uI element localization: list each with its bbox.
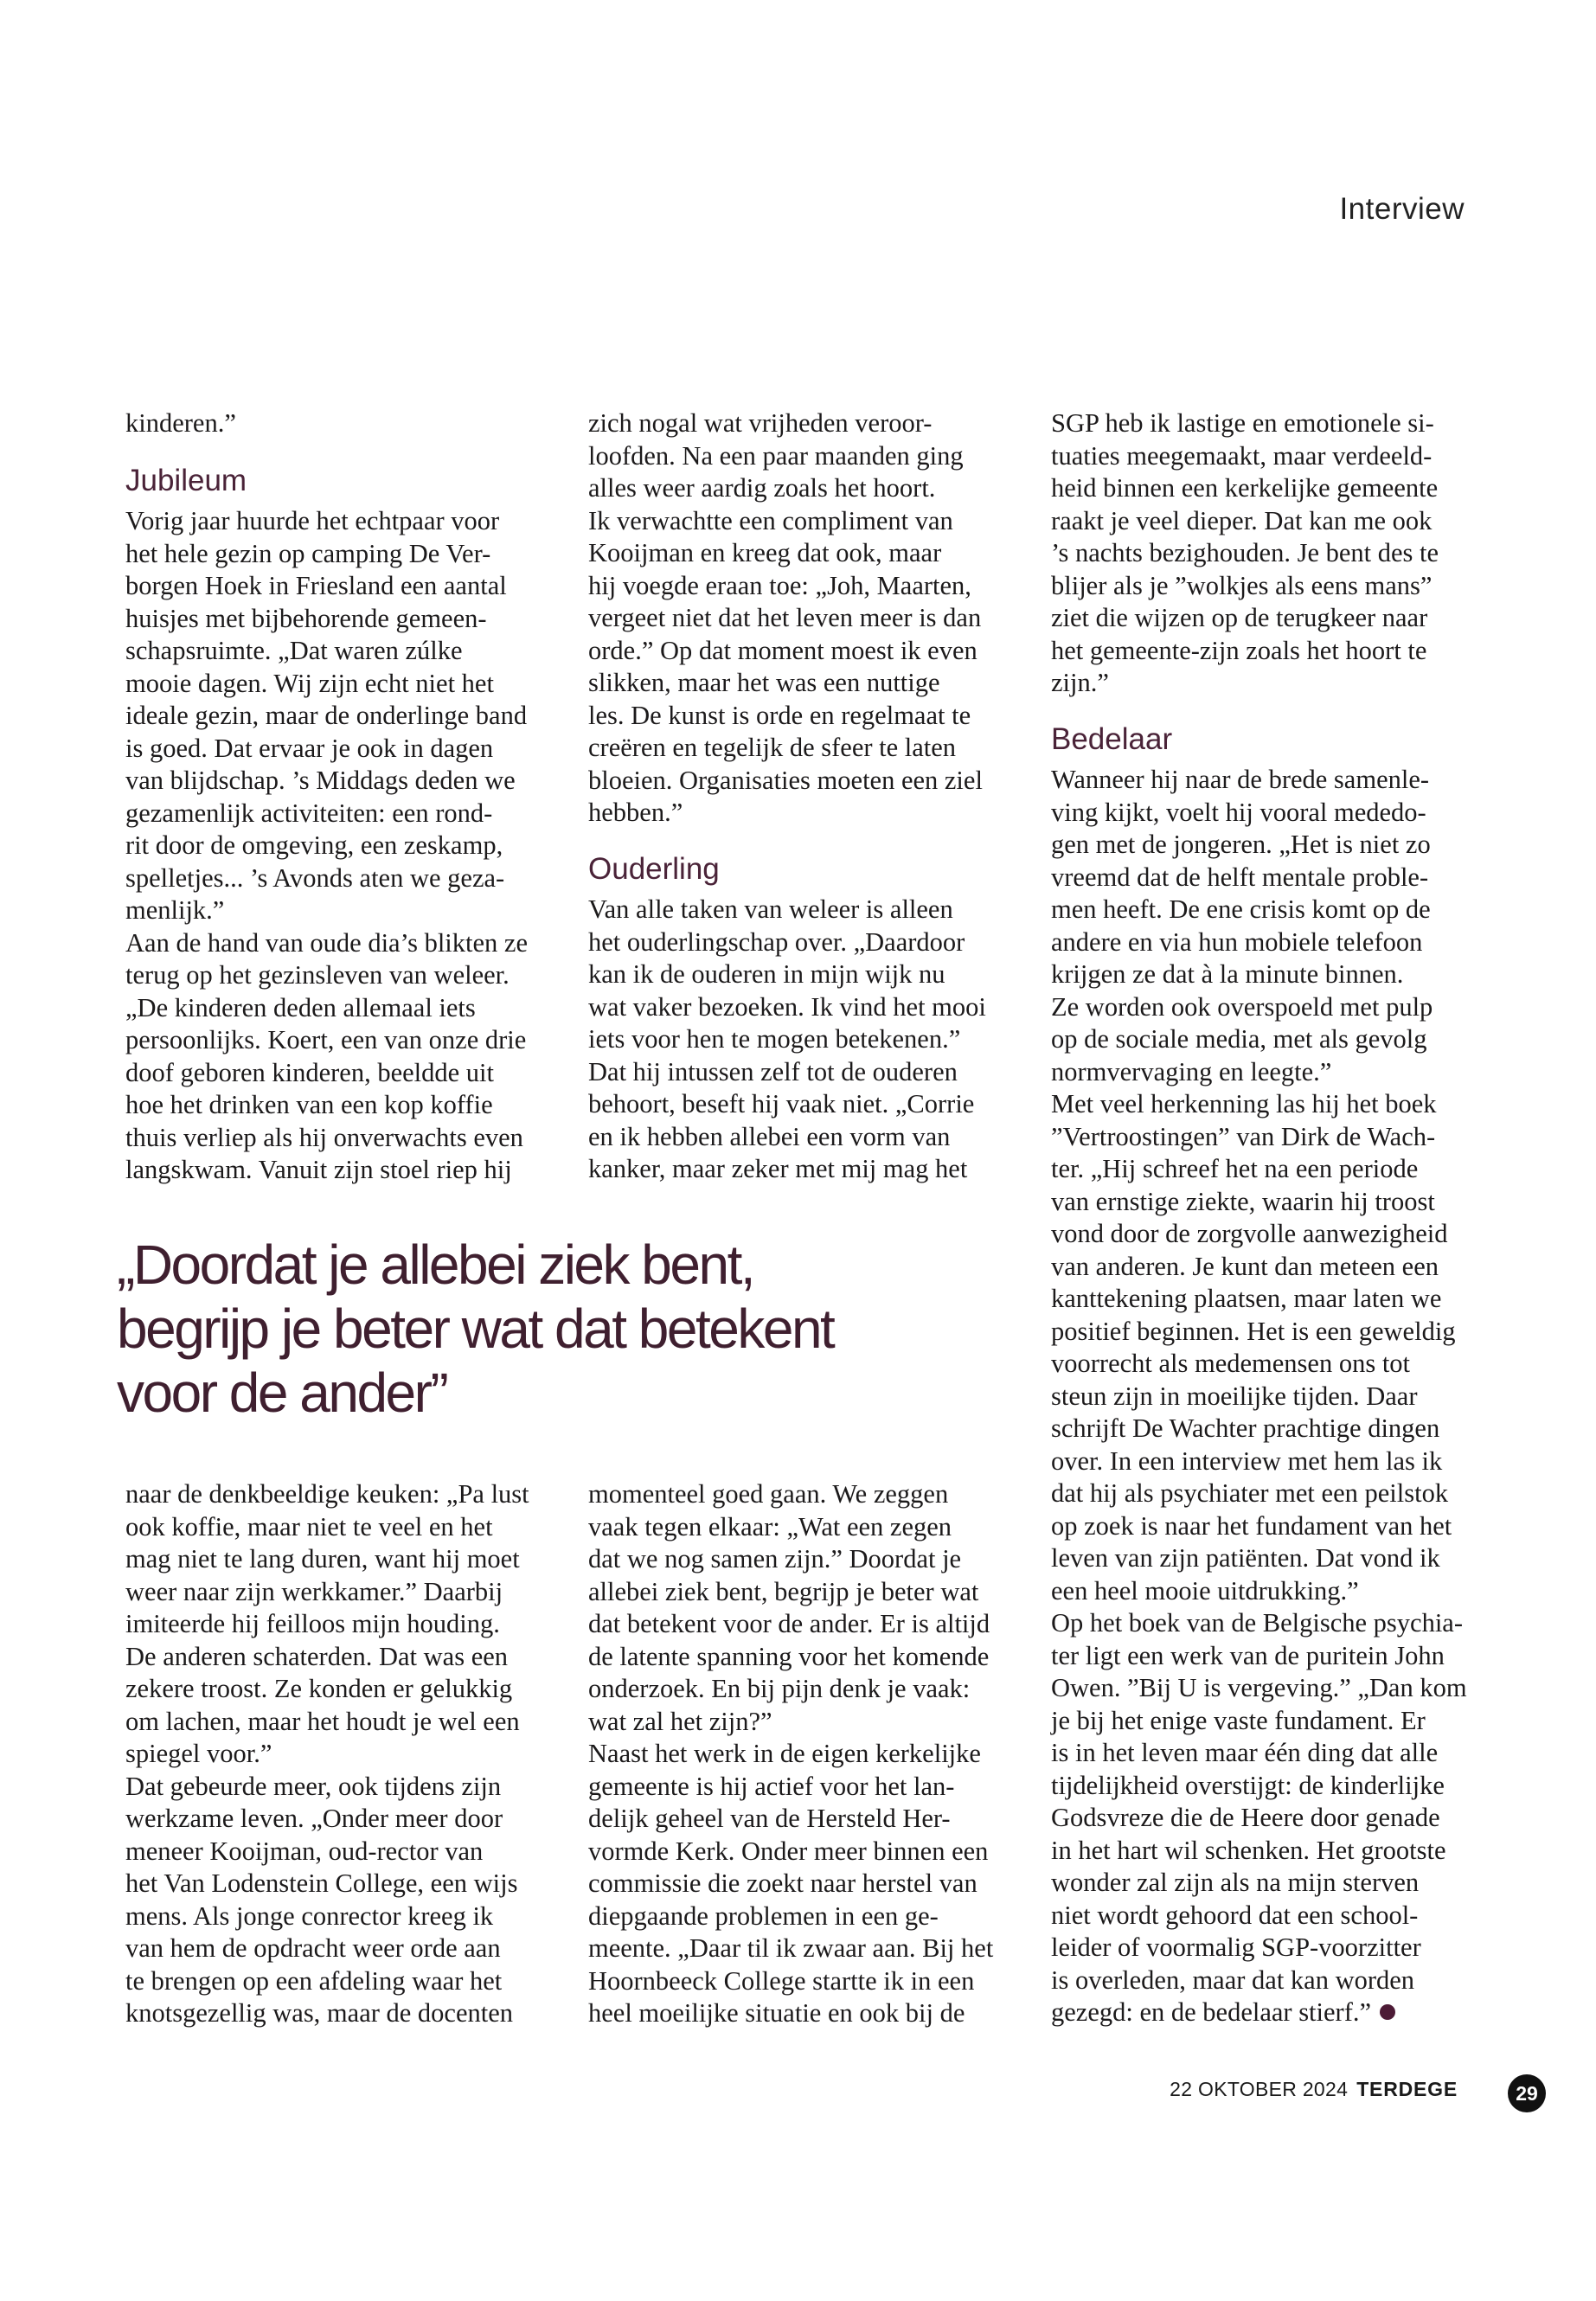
text-line xyxy=(588,537,1038,570)
text-line xyxy=(1051,667,1501,700)
text-line xyxy=(117,1233,833,1297)
text-line xyxy=(117,1361,833,1425)
text-line-content: Ik verwachtte een compliment van xyxy=(588,505,953,535)
text-line xyxy=(588,926,1038,959)
text-line xyxy=(588,635,1038,668)
text-line xyxy=(1051,1251,1501,1284)
column2-body xyxy=(588,894,1038,1186)
text-line xyxy=(1051,1477,1501,1510)
text-line-content: orde.” Op dat moment moest ik even xyxy=(588,635,977,665)
text-line-content: Dat gebeurde meer, ook tijdens zijn xyxy=(125,1771,502,1801)
text-line-content: kanker, maar zeker met mij mag het xyxy=(588,1154,968,1183)
text-line xyxy=(1051,958,1501,991)
text-line-content: langskwam. Vanuit zijn stoel riep hij xyxy=(125,1155,512,1184)
text-line-content: persoonlijks. Koert, een van onze drie xyxy=(125,1025,527,1054)
text-line xyxy=(588,1997,1038,2030)
text-line-content: alles weer aardig zoals het hoort. xyxy=(588,473,936,503)
text-line-content: van ernstige ziekte, waarin hij troost xyxy=(1051,1186,1435,1216)
text-line xyxy=(588,472,1038,505)
text-line-content: Naast het werk in de eigen kerkelijke xyxy=(588,1739,981,1768)
text-line-content: schapsruimte. „Dat waren zúlke xyxy=(125,636,463,665)
text-line-content: slikken, maar het was een nuttige xyxy=(588,668,940,697)
text-line xyxy=(588,1478,1038,1511)
text-line xyxy=(1051,1316,1501,1349)
text-line xyxy=(1051,1088,1501,1121)
text-line-content: werkzame leven. „Onder meer door xyxy=(125,1804,503,1833)
text-line xyxy=(125,1154,575,1187)
text-line xyxy=(1051,1121,1501,1154)
text-line-content: „Doordat je allebei ziek bent, xyxy=(117,1234,754,1296)
text-line-content: imiteerde hij feilloos mijn houding. xyxy=(125,1609,500,1638)
text-line xyxy=(125,505,575,538)
text-line-content: rit door de omgeving, een zeskamp, xyxy=(125,830,503,860)
magazine-name: TERDEGE xyxy=(1356,2078,1458,2100)
text-line xyxy=(588,700,1038,733)
text-line xyxy=(1051,570,1501,603)
text-line xyxy=(588,1608,1038,1641)
text-line xyxy=(125,668,575,701)
text-line-content: Owen. ”Bij U is vergeving.” „Dan kom xyxy=(1051,1673,1467,1702)
text-line xyxy=(1051,602,1501,635)
text-line-content: zijn.” xyxy=(1051,668,1109,697)
text-line-content: van anderen. Je kunt dan meteen een xyxy=(1051,1251,1439,1281)
text-line-content: vergeet niet dat het leven meer is dan xyxy=(588,603,982,632)
text-line-content: krijgen ze dat à la minute binnen. xyxy=(1051,959,1404,989)
text-line xyxy=(1051,1218,1501,1251)
text-line xyxy=(588,1153,1038,1186)
text-line-content: op zoek is naar het fundament van het xyxy=(1051,1510,1452,1541)
text-line xyxy=(588,1673,1038,1706)
text-line xyxy=(125,1706,575,1739)
text-line-content: begrijp je beter wat dat betekent xyxy=(117,1298,834,1360)
text-line xyxy=(125,1803,575,1836)
text-line xyxy=(1051,1835,1501,1868)
pull-quote xyxy=(117,1233,833,1425)
text-line xyxy=(125,1836,575,1868)
end-bullet-icon xyxy=(1380,2004,1395,2020)
text-line-content: loofden. Na een paar maanden ging xyxy=(588,440,964,471)
text-line-content: heel moeilijke situatie en ook bij de xyxy=(588,1998,965,2028)
text-line-content: van hem de opdracht weer orde aan xyxy=(125,1933,501,1963)
text-line-content: momenteel goed gaan. We zeggen xyxy=(588,1479,949,1509)
text-line-content: meente. „Daar til ik zwaar aan. Bij het xyxy=(588,1933,994,1963)
text-line-content: Kooijman en kreeg dat ook, maar xyxy=(588,538,942,567)
text-line-content: wonder zal zijn als na mijn sterven xyxy=(1051,1868,1420,1897)
text-line-content: Op het boek van de Belgische psychia- xyxy=(1051,1608,1463,1638)
text-line xyxy=(1051,472,1501,505)
text-line xyxy=(125,1868,575,1900)
text-line xyxy=(125,538,575,571)
text-line xyxy=(125,1900,575,1933)
text-line xyxy=(125,862,575,895)
text-line-content: voor de ander” xyxy=(117,1362,447,1424)
text-line xyxy=(1051,1770,1501,1803)
text-line-content: dat we nog samen zijn.” Doordat je xyxy=(588,1544,962,1574)
text-line xyxy=(1051,1381,1501,1413)
text-line-content: SGP heb ik lastige en emotionele si- xyxy=(1051,408,1434,438)
text-line-content: Dat hij intussen zelf tot de ouderen xyxy=(588,1056,958,1086)
text-line xyxy=(588,765,1038,798)
text-line xyxy=(125,1511,575,1544)
text-line-content: naar de denkbeeldige keuken: „Pa lust xyxy=(125,1479,529,1509)
column1-intro xyxy=(125,407,575,440)
text-line-content: hebben.” xyxy=(588,798,683,827)
text-line xyxy=(1051,829,1501,862)
text-line xyxy=(588,570,1038,603)
text-line-content: ving kijkt, voelt hij vooral mededo- xyxy=(1051,797,1426,827)
text-line xyxy=(588,407,1038,440)
text-line xyxy=(588,1706,1038,1739)
text-line xyxy=(125,733,575,766)
text-line-content: wat zal het zijn?” xyxy=(588,1706,772,1736)
text-line-content: dat betekent voor de ander. Er is altijd xyxy=(588,1609,990,1638)
text-line-content: te brengen op een afdeling waar het xyxy=(125,1965,503,1996)
text-line-content: het gemeente-zijn zoals het hoort te xyxy=(1051,635,1427,665)
text-line-content: leven van zijn patiënten. Dat vond ik xyxy=(1051,1543,1440,1573)
text-line xyxy=(125,927,575,960)
text-line xyxy=(588,732,1038,765)
text-line-content: andere en via hun mobiele telefoon xyxy=(1051,926,1423,957)
text-line-content: gezegd: en de bedelaar stierf.” xyxy=(1051,1997,1372,2027)
text-line xyxy=(1051,926,1501,959)
text-line xyxy=(1051,1607,1501,1640)
text-line-content: je bij het enige vaste fundament. Er xyxy=(1051,1705,1426,1735)
text-line-content: ideale gezin, maar de onderlinge band xyxy=(125,701,528,730)
text-line xyxy=(125,1608,575,1641)
text-line-content: hij voegde eraan toe: „Joh, Maarten, xyxy=(588,570,971,600)
text-line-content: dat hij als psychiater met een peilstok xyxy=(1051,1478,1449,1508)
text-line-content: vreemd dat de helft mentale proble- xyxy=(1051,862,1429,892)
text-line xyxy=(588,1576,1038,1609)
text-line xyxy=(1051,1997,1501,2029)
text-line-content: is goed. Dat ervaar je ook in dagen xyxy=(125,733,494,763)
text-line xyxy=(1051,1348,1501,1381)
text-line xyxy=(588,1836,1038,1868)
section-label: Interview xyxy=(1339,192,1465,226)
text-line-content: gezamenlijk activiteiten: een rond- xyxy=(125,798,493,828)
text-line xyxy=(1051,894,1501,926)
text-line xyxy=(125,1932,575,1965)
text-line-content: „De kinderen deden allemaal iets xyxy=(125,992,476,1022)
text-line-content: menlijk.” xyxy=(125,895,225,925)
text-line-content: delijk geheel van de Hersteld Her- xyxy=(588,1804,951,1833)
text-line-content: tuaties meegemaakt, maar verdeeld- xyxy=(1051,440,1433,471)
text-line-content: ter. „Hij schreef het na een periode xyxy=(1051,1154,1419,1183)
text-line xyxy=(1051,1153,1501,1186)
text-line xyxy=(125,992,575,1025)
text-line-content: mag niet te lang duren, want hij moet xyxy=(125,1544,520,1574)
text-line-content: De anderen schaterden. Dat was een xyxy=(125,1641,509,1671)
column2-intro xyxy=(588,407,1038,830)
subheading-bedelaar: Bedelaar xyxy=(1051,722,1173,756)
text-line xyxy=(125,700,575,733)
text-line xyxy=(588,1771,1038,1804)
text-line-content: ook koffie, maar niet te veel en het xyxy=(125,1511,493,1541)
text-line-content: ziet die wijzen op de terugkeer naar xyxy=(1051,603,1428,632)
text-line-content: en ik hebben allebei een vorm van xyxy=(588,1121,951,1151)
text-line-content: op de sociale media, met als gevolg xyxy=(1051,1024,1427,1054)
text-line-content: weer naar zijn werkkamer.” Daarbij xyxy=(125,1576,503,1606)
text-line xyxy=(588,991,1038,1024)
text-line-content: kanttekening plaatsen, maar laten we xyxy=(1051,1284,1442,1313)
text-line-content: steun zijn in moeilijke tijden. Daar xyxy=(1051,1381,1418,1411)
text-line-content: zich nogal wat vrijheden veroor- xyxy=(588,408,933,438)
text-line-content: zekere troost. Ze konden er gelukkig xyxy=(125,1674,513,1703)
text-line-content: om lachen, maar het houdt je wel een xyxy=(125,1706,520,1736)
text-line-content: kan ik de ouderen in mijn wijk nu xyxy=(588,959,945,989)
text-line-content: het ouderlingschap over. „Daardoor xyxy=(588,926,965,957)
subheading-ouderling: Ouderling xyxy=(588,852,720,886)
text-line-content: thuis verliep als hij onverwachts even xyxy=(125,1122,523,1152)
text-line xyxy=(588,505,1038,538)
text-line-content: kinderen.” xyxy=(125,408,236,438)
text-line xyxy=(588,1738,1038,1771)
text-line-content: mens. Als jonge conrector kreeg ik xyxy=(125,1900,494,1931)
text-line-content: vond door de zorgvolle aanwezigheid xyxy=(1051,1219,1448,1248)
text-line-content: gemeente is hij actief voor het lan- xyxy=(588,1771,955,1801)
text-line-content: Hoornbeeck College startte ik in een xyxy=(588,1965,975,1996)
text-line xyxy=(1051,1640,1501,1673)
text-line xyxy=(125,570,575,603)
text-line-content: diepgaande problemen in een ge- xyxy=(588,1900,939,1931)
text-line xyxy=(1051,862,1501,894)
page-number: 29 xyxy=(1508,2074,1546,2112)
text-line xyxy=(125,1543,575,1576)
text-line xyxy=(1051,505,1501,538)
text-line xyxy=(588,602,1038,635)
text-line-content: Godsvreze die de Heere door genade xyxy=(1051,1803,1440,1832)
text-line-content: ’s nachts bezighouden. Je bent des te xyxy=(1051,538,1439,567)
text-line xyxy=(125,1057,575,1090)
text-line xyxy=(588,1023,1038,1056)
text-line-content: allebei ziek bent, begrijp je beter wat xyxy=(588,1576,979,1606)
text-line-content: niet wordt gehoord dat een school- xyxy=(1051,1900,1419,1930)
text-line-content: men heeft. De ene crisis komt op de xyxy=(1051,894,1431,924)
text-line xyxy=(117,1297,833,1361)
column1-body xyxy=(125,505,575,1187)
text-line-content: hoe het drinken van een kop koffie xyxy=(125,1090,493,1119)
text-line xyxy=(1051,1932,1501,1965)
text-line xyxy=(588,1121,1038,1154)
text-line xyxy=(125,407,575,440)
text-line xyxy=(125,894,575,927)
text-line xyxy=(588,440,1038,473)
text-line xyxy=(1051,1705,1501,1738)
text-line-content: doof geboren kinderen, beeldde uit xyxy=(125,1057,495,1087)
text-line-content: het hele gezin op camping De Ver- xyxy=(125,538,491,568)
text-line-content: wat vaker bezoeken. Ik vind het mooi xyxy=(588,991,986,1022)
text-line-content: meneer Kooijman, oud-rector van xyxy=(125,1836,484,1866)
text-line-content: spiegel voor.” xyxy=(125,1739,272,1768)
text-line xyxy=(588,667,1038,700)
column3-intro xyxy=(1051,407,1501,700)
text-line xyxy=(1051,1445,1501,1478)
subheading-jubileum: Jubileum xyxy=(125,464,247,497)
text-line-content: een heel mooie uitdrukking.” xyxy=(1051,1575,1359,1606)
text-line xyxy=(125,1673,575,1706)
text-line xyxy=(1051,1737,1501,1770)
text-line xyxy=(1051,407,1501,440)
text-line xyxy=(125,1089,575,1122)
text-line xyxy=(1051,764,1501,797)
text-line-content: borgen Hoek in Friesland een aantal xyxy=(125,571,507,600)
text-line-content: commissie die zoekt naar herstel van xyxy=(588,1868,977,1898)
text-line-content: leider of voormalig SGP-voorzitter xyxy=(1051,1932,1421,1962)
text-line xyxy=(1051,1867,1501,1900)
text-line xyxy=(588,1543,1038,1576)
text-line-content: Wanneer hij naar de brede samenle- xyxy=(1051,765,1430,794)
text-line-content: gen met de jongeren. „Het is niet zo xyxy=(1051,830,1431,859)
text-line-content: mooie dagen. Wij zijn echt niet het xyxy=(125,668,494,698)
text-line xyxy=(1051,1575,1501,1608)
column1-lower xyxy=(125,1478,575,2030)
text-line-content: knotsgezellig was, maar de docenten xyxy=(125,1998,514,2028)
text-line-content: heid binnen een kerkelijke gemeente xyxy=(1051,473,1439,503)
text-line xyxy=(1051,1900,1501,1932)
text-line-content: vaak tegen elkaar: „Wat een zegen xyxy=(588,1511,952,1541)
text-line-content: les. De kunst is orde en regelmaat te xyxy=(588,700,971,730)
text-line-content: ter ligt een werk van de puritein John xyxy=(1051,1640,1445,1670)
text-line xyxy=(588,1932,1038,1965)
text-line xyxy=(1051,1186,1501,1219)
text-line-content: normvervaging en leegte.” xyxy=(1051,1056,1332,1086)
text-line-content: van blijdschap. ’s Middags deden we xyxy=(125,766,516,795)
issue-date: 22 OKTOBER 2024 xyxy=(1170,2078,1349,2100)
text-line xyxy=(125,1997,575,2030)
text-line xyxy=(588,1056,1038,1089)
text-line-content: Aan de hand van oude dia’s blikten ze xyxy=(125,927,528,958)
text-line xyxy=(1051,991,1501,1024)
text-line-content: Vorig jaar huurde het echtpaar voor xyxy=(125,506,500,535)
text-line xyxy=(125,1641,575,1674)
text-line-content: schrijft De Wachter prachtige dingen xyxy=(1051,1413,1440,1443)
text-line-content: tijdelijkheid overstijgt: de kinderlijke xyxy=(1051,1770,1445,1800)
text-line xyxy=(588,1868,1038,1900)
text-line-content: Ze worden ook overspoeld met pulp xyxy=(1051,991,1433,1022)
text-line-content: terug op het gezinsleven van weleer. xyxy=(125,960,510,990)
text-line xyxy=(125,1965,575,1998)
text-line-content: ”Vertroostingen” van Dirk de Wach- xyxy=(1051,1121,1436,1151)
text-line xyxy=(1051,1672,1501,1705)
text-line xyxy=(1051,1023,1501,1056)
text-line xyxy=(125,765,575,798)
text-line xyxy=(588,797,1038,830)
text-line xyxy=(125,1024,575,1057)
text-line xyxy=(588,1900,1038,1933)
text-line xyxy=(1051,440,1501,473)
text-line xyxy=(1051,1802,1501,1835)
text-line xyxy=(1051,537,1501,570)
text-line-content: raakt je veel dieper. Dat kan me ook xyxy=(1051,505,1433,535)
text-line xyxy=(1051,1542,1501,1575)
text-line-content: vormde Kerk. Onder meer binnen een xyxy=(588,1836,989,1866)
column2-lower xyxy=(588,1478,1038,2030)
footer xyxy=(1170,2078,1458,2101)
text-line xyxy=(1051,1510,1501,1543)
text-line-content: onderzoek. En bij pijn denk je vaak: xyxy=(588,1674,971,1703)
text-line-content: positief beginnen. Het is een geweldig xyxy=(1051,1316,1456,1346)
text-line-content: behoort, beseft hij vaak niet. „Corrie xyxy=(588,1089,975,1118)
text-line-content: de latente spanning voor het komende xyxy=(588,1641,990,1671)
text-line xyxy=(125,830,575,862)
text-line-content: iets voor hen te mogen betekenen.” xyxy=(588,1024,961,1054)
text-line-content: huisjes met bijbehorende gemeen- xyxy=(125,603,487,633)
text-line xyxy=(588,1641,1038,1674)
text-line xyxy=(588,1803,1038,1836)
text-line xyxy=(588,958,1038,991)
text-line-content: in het hart wil schenken. Het grootste xyxy=(1051,1835,1446,1865)
text-line xyxy=(1051,1965,1501,1997)
text-line xyxy=(588,1965,1038,1998)
text-line-content: het Van Lodenstein College, een wijs xyxy=(125,1868,518,1898)
text-line xyxy=(125,1738,575,1771)
text-line xyxy=(125,635,575,668)
text-line xyxy=(588,1511,1038,1544)
text-line-content: Met veel herkenning las hij het boek xyxy=(1051,1089,1437,1118)
text-line-content: creëren en tegelijk de sfeer te laten xyxy=(588,733,957,762)
text-line xyxy=(125,1478,575,1511)
text-line-content: bloeien. Organisaties moeten een ziel xyxy=(588,765,983,795)
text-line xyxy=(1051,1056,1501,1089)
text-line xyxy=(1051,1413,1501,1445)
text-line-content: Van alle taken van weleer is alleen xyxy=(588,894,953,924)
text-line xyxy=(125,1576,575,1609)
text-line xyxy=(125,603,575,636)
column3-body xyxy=(1051,764,1501,2029)
text-line xyxy=(125,959,575,992)
text-line-content: voorrecht als medemensen ons tot xyxy=(1051,1349,1411,1378)
text-line-content: is overleden, maar dat kan worden xyxy=(1051,1965,1415,1995)
text-line xyxy=(125,798,575,830)
text-line-content: blijer als je ”wolkjes als eens mans” xyxy=(1051,570,1433,600)
text-line xyxy=(588,1088,1038,1121)
text-line xyxy=(588,894,1038,926)
text-line-content: is in het leven maar één ding dat alle xyxy=(1051,1738,1439,1767)
text-line-content: spelletjes... ’s Avonds aten we geza- xyxy=(125,862,505,893)
text-line-content: over. In een interview met hem las ik xyxy=(1051,1445,1443,1476)
text-line xyxy=(125,1122,575,1155)
text-line xyxy=(1051,635,1501,668)
text-line xyxy=(1051,1283,1501,1316)
text-line xyxy=(125,1771,575,1804)
text-line xyxy=(1051,797,1501,830)
